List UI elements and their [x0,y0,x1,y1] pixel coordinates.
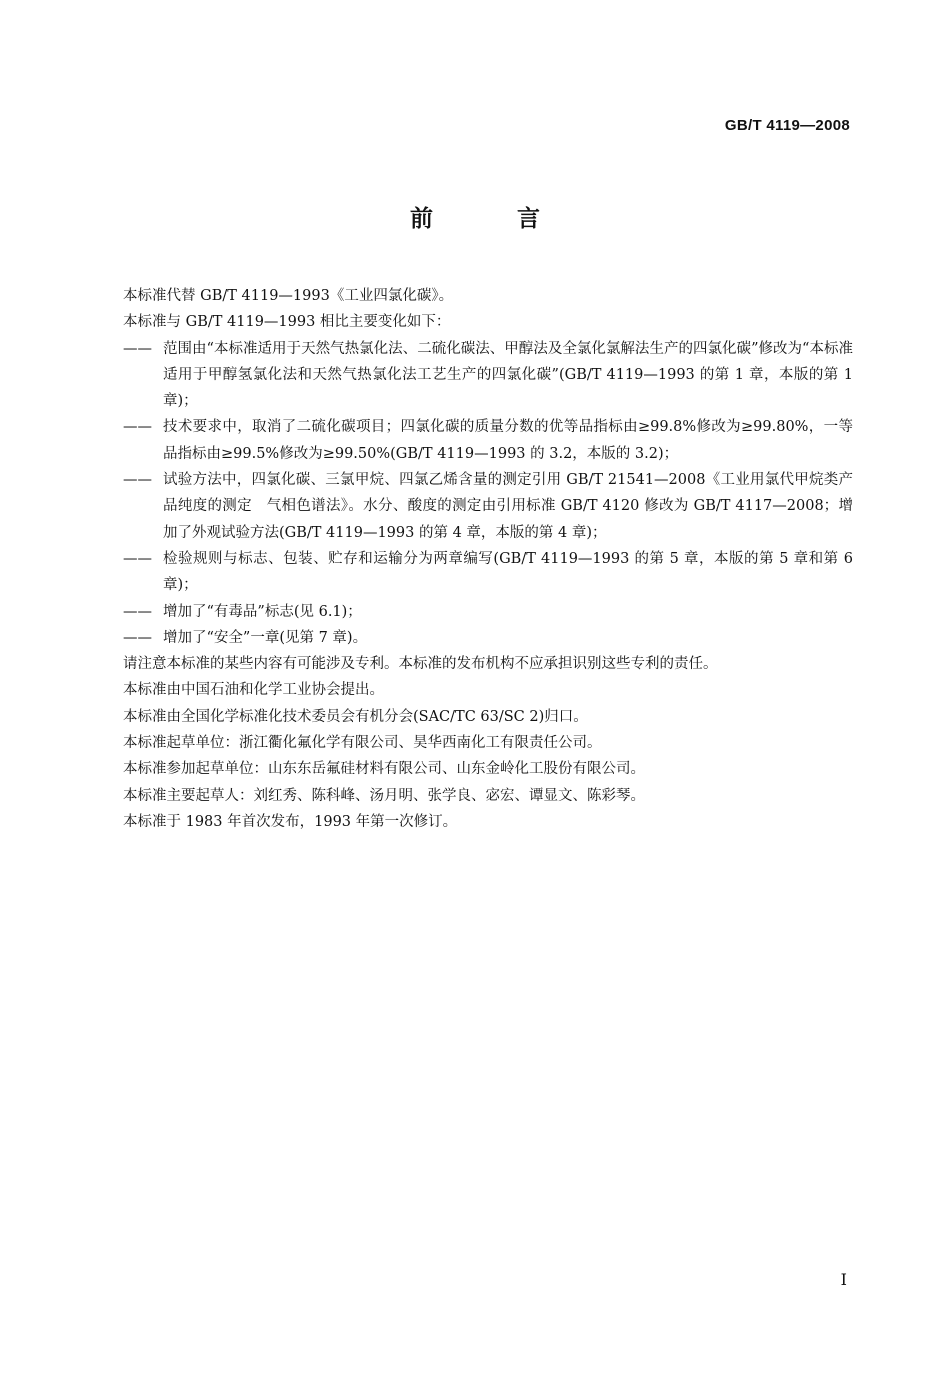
dash-mark: —— [123,603,152,620]
paragraph-replaces: 本标准代替 GB/T 4119—1993《工业四氯化碳》。 [123,288,454,304]
page-title: 前 言 [409,206,578,232]
standard-code: GB/T 4119—2008 [724,117,850,134]
page-number: I [840,1270,847,1289]
dash-mark: —— [123,550,152,567]
change-text: 技术要求中，取消了二硫化碳项目；四氯化碳的质量分数的优等品指标由≥99.8%修改为≥99.80%，一等品指标由≥99.5%修改为≥99.50%(GB/T 4119—1993 的 3.2，本版的 3.2)； [163,419,853,462]
paragraph-committee: 本标准由全国化学标准化技术委员会有机分会(SAC/TC 63/SC 2)归口。 [123,708,588,725]
change-item [123,546,853,599]
change-item [123,336,853,415]
change-text: 试验方法中，四氯化碳、三氯甲烷、四氯乙烯含量的测定引用 GB/T 21541—2008《工业用氯代甲烷类产品纯度的测定 气相色谱法》。水分、酸度的测定由引用标准 GB/T 4120 修改为 GB/T 4117—2008；增加了外观试验方法(GB/T 4119—1993 的第 4 章，本版的第 4 章)； [163,472,853,541]
paragraph-proposer: 本标准由中国石油和化学工业协会提出。 [123,682,384,699]
change-text: 检验规则与标志、包装、贮存和运输分为两章编写(GB/T 4119—1993 的第 5 章，本版的第 5 章和第 6 章)； [163,550,853,594]
paragraph-drafters: 本标准主要起草人：刘红秀、陈科峰、汤月明、张学良、宓宏、谭显文、陈彩琴。 [123,787,645,804]
document-body [123,283,853,835]
change-text: 范围由“本标准适用于天然气热氯化法、二硫化碳法、甲醇法及全氯化氯解法生产的四氯化碳”修改为“本标准适用于甲醇氢氯化法和天然气热氯化法工艺生产的四氯化碳”(GB/T 4119—1993 的第 1 章，本版的第 1 章)； [163,340,853,410]
paragraph-changes-intro: 本标准与 GB/T 4119—1993 相比主要变化如下： [123,314,451,331]
change-text: 增加了“有毒品”标志(见 6.1)； [163,603,362,620]
change-item [123,414,853,467]
change-item [123,625,853,651]
change-text: 增加了“安全”一章(见第 7 章)。 [163,629,368,646]
dash-mark: —— [123,340,152,357]
dash-mark: —— [123,419,152,436]
paragraph-participating-units: 本标准参加起草单位：山东东岳氟硅材料有限公司、山东金岭化工股份有限公司。 [123,761,645,778]
dash-mark: —— [123,629,152,646]
change-item [123,599,853,625]
paragraph-history: 本标准于 1983 年首次发布，1993 年第一次修订。 [123,813,458,830]
dash-mark: —— [123,472,152,489]
change-item [123,467,853,546]
paragraph-drafting-units: 本标准起草单位：浙江衢化氟化学有限公司、昊华西南化工有限责任公司。 [123,735,602,752]
paragraph-patent-notice: 请注意本标准的某些内容有可能涉及专利。本标准的发布机构不应承担识别这些专利的责任。 [123,656,718,673]
